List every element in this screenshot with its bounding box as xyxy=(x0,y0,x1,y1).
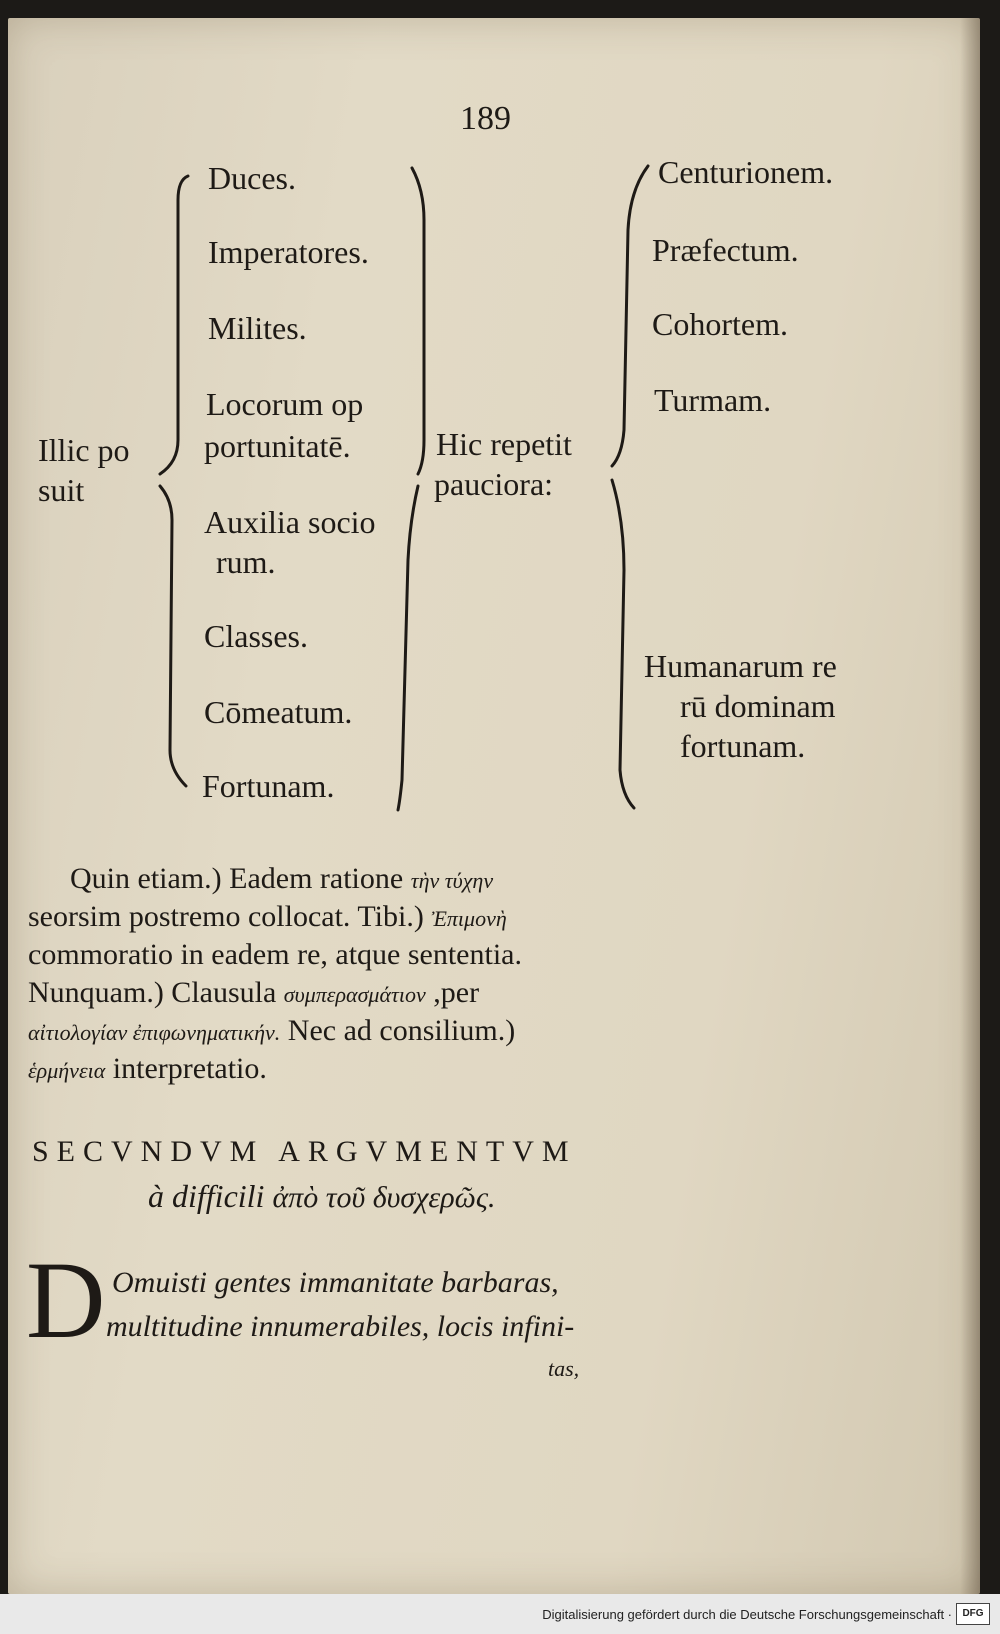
greek-text: τὴν τύχην xyxy=(410,868,494,893)
right-bottom-line1: Humanarum re xyxy=(644,648,837,684)
middle-brace-upper xyxy=(412,168,424,474)
commentary-text: ,per xyxy=(433,976,480,1009)
left-brace-upper xyxy=(160,176,188,474)
section-subheading xyxy=(148,1178,496,1215)
middle-brace-lower xyxy=(398,486,418,810)
left-label-line1: Illic po xyxy=(38,432,130,468)
subheading-latin: à difficili xyxy=(148,1178,265,1214)
commentary-line6 xyxy=(28,1050,668,1090)
right-brace-lower xyxy=(612,480,634,808)
catchword: tas, xyxy=(548,1356,580,1381)
left-brace-lower xyxy=(160,486,186,786)
verse-line1: Omuisti gentes immanitate barbaras, xyxy=(112,1266,559,1299)
commentary-line4 xyxy=(28,974,668,1014)
left-item-milites: Milites. xyxy=(208,310,307,346)
subheading-greek: ἀπὸ τοῦ δυσχερῶς. xyxy=(272,1181,496,1214)
left-item-duces: Duces. xyxy=(208,160,296,196)
left-item-auxilia: Auxilia socio xyxy=(204,504,376,540)
greek-text: συμπερασμάτιον xyxy=(283,982,426,1007)
left-item-comeatum: Cōmeatum. xyxy=(204,694,353,730)
right-item-praefectum: Præfectum. xyxy=(652,232,799,268)
commentary-line1 xyxy=(28,860,668,900)
left-item-locorum: Locorum op xyxy=(206,386,364,422)
greek-text: αἰτιολογίαν ἐπιφωνηματικήν. xyxy=(28,1020,281,1045)
left-item-rum: rum. xyxy=(216,544,276,580)
right-bottom-line3: fortunam. xyxy=(680,728,806,764)
left-label-line2: suit xyxy=(38,472,85,508)
middle-label-line2: pauciora: xyxy=(434,466,554,502)
digitization-footer xyxy=(0,1594,1000,1634)
commentary-line2 xyxy=(28,898,668,938)
footer-text: Digitalisierung gefördert durch die Deutsche Forschungsgemeinschaft · xyxy=(542,1607,952,1622)
right-bottom-line2: rū dominam xyxy=(680,688,836,724)
commentary-text: interpretatio. xyxy=(112,1052,267,1085)
right-item-centurionem: Centurionem. xyxy=(658,154,834,190)
left-item-fortunam: Fortunam. xyxy=(202,768,335,804)
dfg-logo: DFG xyxy=(956,1603,990,1625)
middle-label-line1: Hic repetit xyxy=(436,426,572,462)
greek-text: Ἐπιμονὴ xyxy=(431,906,507,931)
commentary-text: seorsim postremo collocat. Tibi.) xyxy=(28,900,424,933)
commentary-text: Nunquam.) Clausula xyxy=(28,976,277,1009)
commentary-line5 xyxy=(28,1012,668,1052)
commentary-text: Nec ad consilium.) xyxy=(287,1014,516,1047)
right-brace-upper xyxy=(612,166,648,466)
greek-text: ἑρμήνεια xyxy=(28,1058,106,1083)
left-item-portunitate: portunitatē. xyxy=(204,428,351,464)
left-item-classes: Classes. xyxy=(204,618,308,654)
section-heading: SECVNDVM ARGVMENTVM xyxy=(32,1135,577,1168)
commentary-line3: commoratio in eadem re, atque sententia. xyxy=(28,938,522,971)
right-item-turmam: Turmam. xyxy=(654,382,772,418)
page-number: 189 xyxy=(460,100,511,137)
drop-cap: D xyxy=(26,1239,106,1361)
verse-line2: multitudine innumerabiles, locis infini- xyxy=(106,1310,575,1343)
right-item-cohortem: Cohortem. xyxy=(652,306,788,342)
left-item-imperatores: Imperatores. xyxy=(208,234,369,270)
commentary-text: Quin etiam.) Eadem ratione xyxy=(70,862,404,895)
